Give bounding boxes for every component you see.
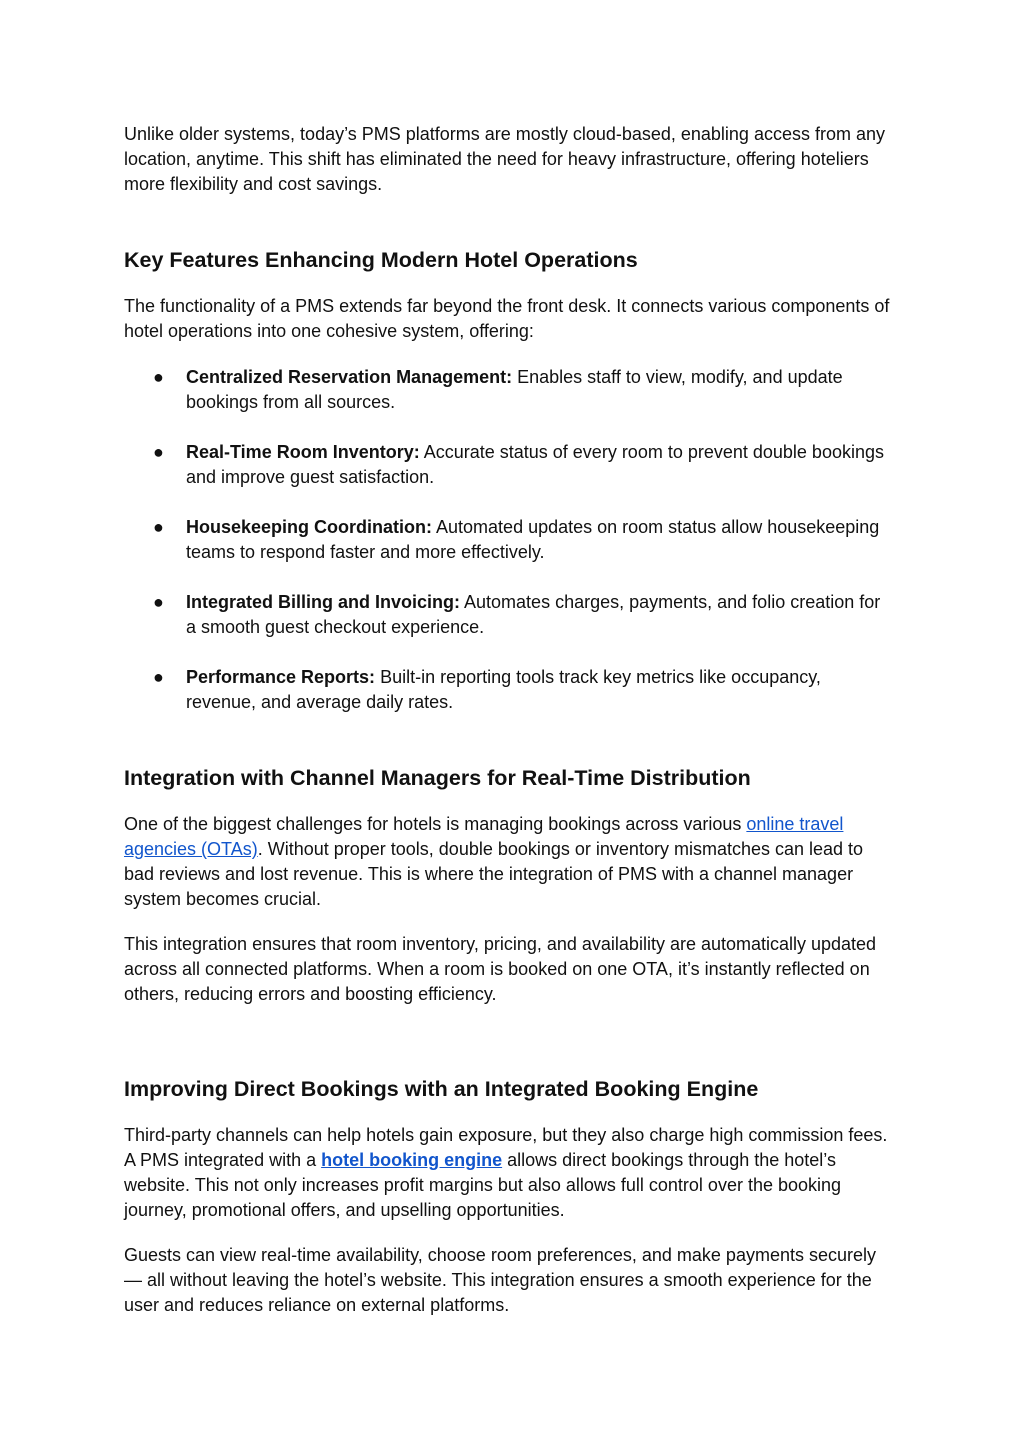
bullet-icon: ● (153, 592, 164, 612)
list-item (124, 665, 894, 715)
direct-heading: Improving Direct Bookings with an Integrated Booking Engine (124, 1077, 759, 1101)
list-item (124, 590, 894, 640)
list-item-text: Built-in reporting tools track key metrics like occupancy, revenue, and average daily rates. (186, 667, 821, 712)
list-item-text: Automated updates on room status allow housekeeping teams to respond faster and more effectively. (186, 517, 880, 562)
ota-link[interactable]: online travel agencies (OTAs) (124, 814, 844, 859)
list-item-label: Real-Time Room Inventory: (186, 442, 420, 462)
features-list (124, 365, 894, 715)
channel-paragraph-2: This integration ensures that room inventory, pricing, and availability are automatically updated across all connected platforms. When a room is booked on one OTA, it’s instantly reflected on others, reducing errors and boosting efficiency. (124, 934, 877, 1004)
channel-text-after-link: . Without proper tools, double bookings or inventory mismatches can lead to bad reviews and lost revenue. This is where the integration of PMS with a channel manager system becomes crucial. (124, 839, 864, 909)
list-item-label: Housekeeping Coordination: (186, 517, 433, 537)
list-item-label: Integrated Billing and Invoicing: (186, 592, 461, 612)
document-page (124, 120, 894, 1318)
list-item-label: Centralized Reservation Management: (186, 367, 513, 387)
direct-text-before-link: Third-party channels can help hotels gain exposure, but they also charge high commission fees. A PMS integrated with a (124, 1125, 888, 1170)
direct-text-after-link: allows direct bookings through the hotel’s website. This not only increases profit margins but also allows full control over the booking journey, promotional offers, and upselling opportunities. (124, 1150, 842, 1220)
bullet-icon: ● (153, 667, 164, 687)
features-heading: Key Features Enhancing Modern Hotel Operations (124, 248, 638, 272)
bullet-icon: ● (153, 517, 164, 537)
direct-paragraph-1 (124, 1123, 894, 1223)
list-item-text: Accurate status of every room to prevent double bookings and improve guest satisfaction. (186, 442, 884, 487)
bullet-icon: ● (153, 442, 164, 462)
features-intro-paragraph: The functionality of a PMS extends far beyond the front desk. It connects various components of hotel operations into one cohesive system, offering: (124, 296, 890, 341)
channel-paragraph-1 (124, 812, 894, 912)
list-item (124, 440, 894, 490)
list-item (124, 515, 894, 565)
direct-paragraph-2: Guests can view real-time availability, choose room preferences, and make payments securely — all without leaving the hotel’s website. This integration ensures a smooth experience for the user and reduces reliance on external platforms. (124, 1245, 877, 1315)
list-item-label: Performance Reports: (186, 667, 376, 687)
list-item (124, 365, 894, 415)
list-item-text: Enables staff to view, modify, and update bookings from all sources. (186, 367, 843, 412)
bullet-icon: ● (153, 367, 164, 387)
list-item-text: Automates charges, payments, and folio creation for a smooth guest checkout experience. (186, 592, 881, 637)
channel-text-before-link: One of the biggest challenges for hotels is managing bookings across various (124, 814, 747, 834)
channel-heading: Integration with Channel Managers for Real-Time Distribution (124, 766, 751, 790)
booking-engine-link[interactable]: hotel booking engine (321, 1150, 503, 1170)
intro-paragraph: Unlike older systems, today’s PMS platforms are mostly cloud-based, enabling access from any location, anytime. This shift has eliminated the need for heavy infrastructure, offering hoteliers more flexibility and cost savings. (124, 124, 885, 194)
